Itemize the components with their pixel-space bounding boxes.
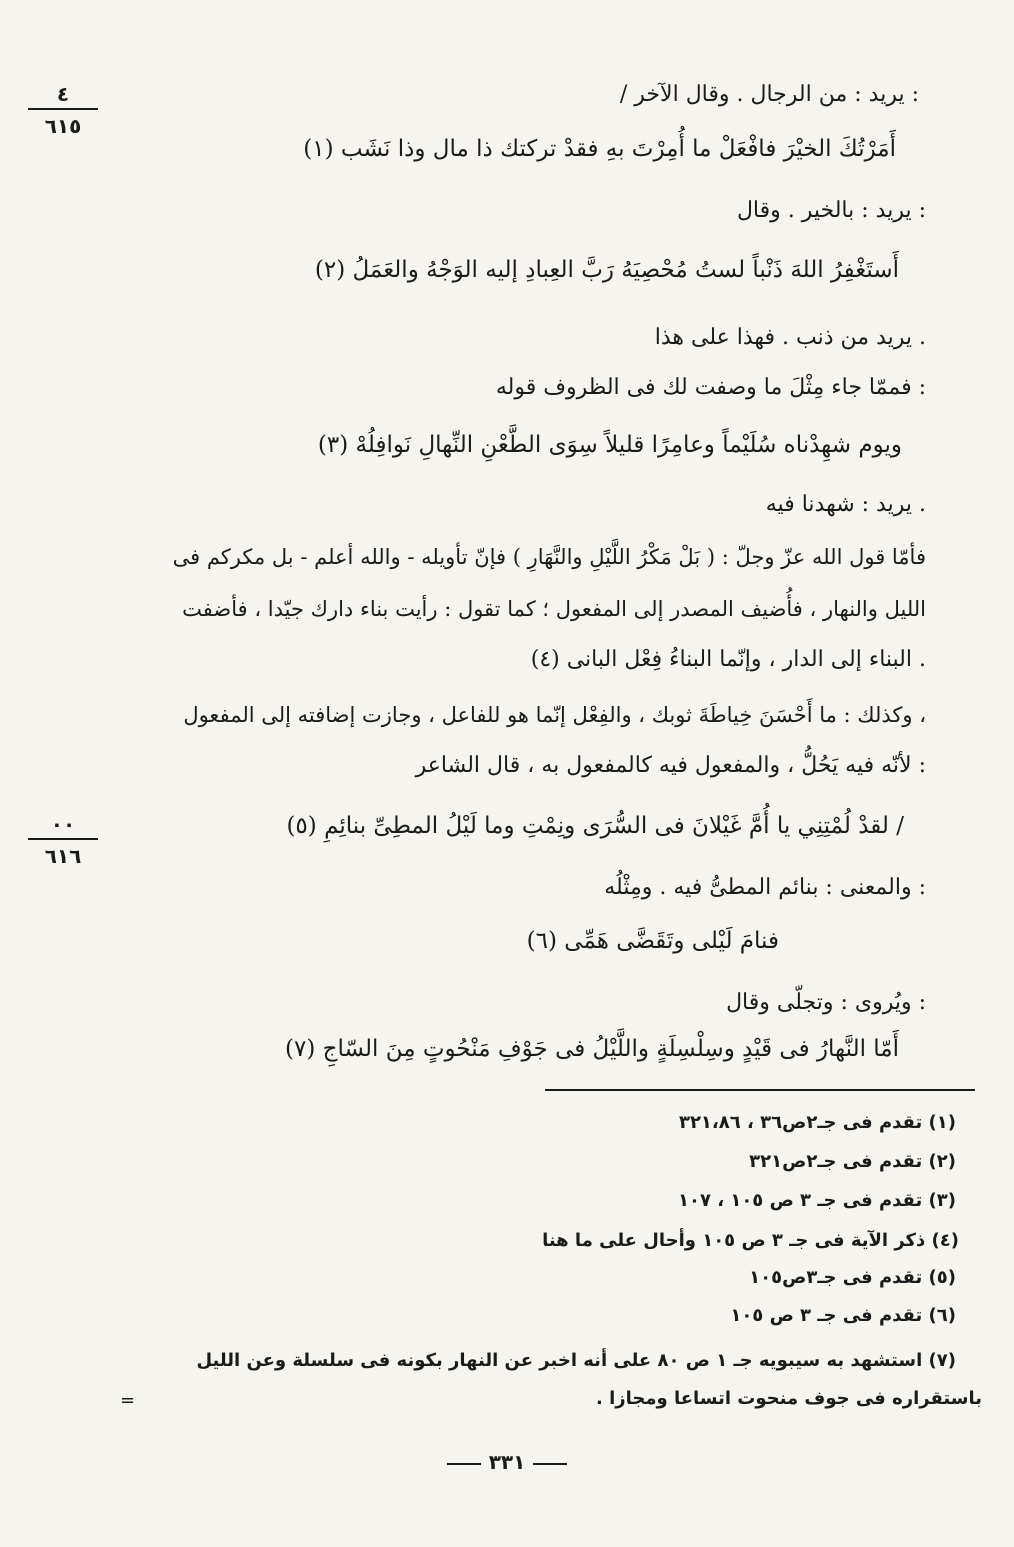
footnote: (٤) ذكر الآية فى جـ ٣ ص ١٠٥ وأحال على ما هنا	[542, 1230, 959, 1251]
marker-top: ٤	[28, 82, 98, 110]
verse-line: / لقدْ لُمْتِنِي يا أُمَّ غَيْلانَ فى السُّرَى ونِمْتِ وما لَيْلُ المطِىِّ بنائِمِ (٥)	[286, 813, 904, 839]
verse-line: أَستَغْفِرُ اللهَ ذَنْباً لستُ مُحْصِيَهُ رَبَّ العِبادِ إليه الوَجْهُ والعَمَلُ (٢)	[314, 257, 899, 283]
page-number	[0, 1450, 1014, 1474]
page-number-dash	[447, 1463, 481, 1465]
margin-marker	[28, 812, 98, 868]
marker-bottom: ٦١٦	[44, 844, 82, 868]
footnote-divider	[545, 1089, 975, 1091]
marker-top: ٠٠	[28, 812, 98, 840]
text-line: البناء إلى الدار ، وإنّما البناءُ فِعْل البانى (٤) .	[530, 647, 926, 672]
text-line: ويُروى : وتجلّى وقال :	[726, 990, 926, 1015]
text-line: / يريد : من الرجال . وقال الآخر :	[619, 82, 919, 107]
margin-marker	[28, 82, 98, 138]
continuation-mark: =	[120, 1390, 136, 1411]
footnote: (١) تقدم فى جـ٢ص٣٦ ، ٣٢١،٨٦	[678, 1112, 956, 1133]
page-number-value: ٣٣١	[488, 1450, 526, 1474]
footnote: باستقراره فى جوف منحوت اتساعا ومجازا .	[596, 1388, 982, 1409]
text-line: لأنّه فيه يَحُلُّ ، والمفعول فيه كالمفعول به ، قال الشاعر :	[415, 753, 926, 778]
text-line: والمعنى : بنائم المطىُّ فيه . ومِثْلُه :	[604, 875, 926, 900]
verse-line: أَمّا النَّهارُ فى قَيْدٍ وسِلْسِلَةٍ واللَّيْلُ فى جَوْفِ مَنْحُوتٍ مِنَ السّاجِ (٧)	[285, 1036, 899, 1062]
footnote: (٦) تقدم فى جـ ٣ ص ١٠٥	[730, 1305, 956, 1326]
text-line: وكذلك : ما أَحْسَنَ خِياطَةَ ثوبك ، والفِعْل إنّما هو للفاعل ، وجازت إضافته إلى المفعول ،	[183, 703, 926, 727]
text-line: يريد من ذنب . فهذا على هذا .	[654, 325, 926, 350]
footnote: (٧) استشهد به سيبويه جـ ١ ص ٨٠ على أنه اخبر عن النهار بكونه فى سلسلة وعن الليل	[196, 1350, 956, 1371]
marker-bottom: ٦١٥	[44, 114, 82, 138]
text-line: يريد : شهدنا فيه .	[765, 492, 926, 517]
verse-line: ويوم شهِدْناه سُلَيْماً وعامِرًا قليلاً سِوَى الطَّعْنِ النِّهالِ نَوافِلُهْ (٣)	[317, 432, 902, 458]
verse-line: أَمَرْتُكَ الخيْرَ فافْعَلْ ما أُمِرْتَ بهِ فقدْ تركتك ذا مال وذا نَشَب (١)	[303, 136, 896, 162]
page-number-dash	[533, 1463, 567, 1465]
text-line: فأمّا قول الله عزّ وجلّ : ( بَلْ مَكْرُ اللَّيْلِ والنَّهَارِ ) فإنّ تأويله - والله أعلم - بل مكركم فى	[172, 545, 926, 569]
footnote: (٥) تقدم فى جـ٣ص١٠٥	[749, 1267, 956, 1288]
text-line: يريد : بالخير . وقال :	[736, 198, 926, 223]
text-line: الليل والنهار ، فأُضيف المصدر إلى المفعول ؛ كما تقول : رأيت بناء دارك جيّدا ، فأضفت	[182, 597, 926, 621]
footnote: (٣) تقدم فى جـ ٣ ص ١٠٥ ، ١٠٧	[677, 1190, 956, 1211]
verse-line: فنامَ لَيْلى وتَقَضَّى هَمِّى (٦)	[526, 928, 779, 954]
footnote: (٢) تقدم فى جـ٢ص٣٢١	[749, 1151, 956, 1172]
text-line: فممّا جاء مِثْلَ ما وصفت لك فى الظروف قوله :	[495, 375, 926, 400]
